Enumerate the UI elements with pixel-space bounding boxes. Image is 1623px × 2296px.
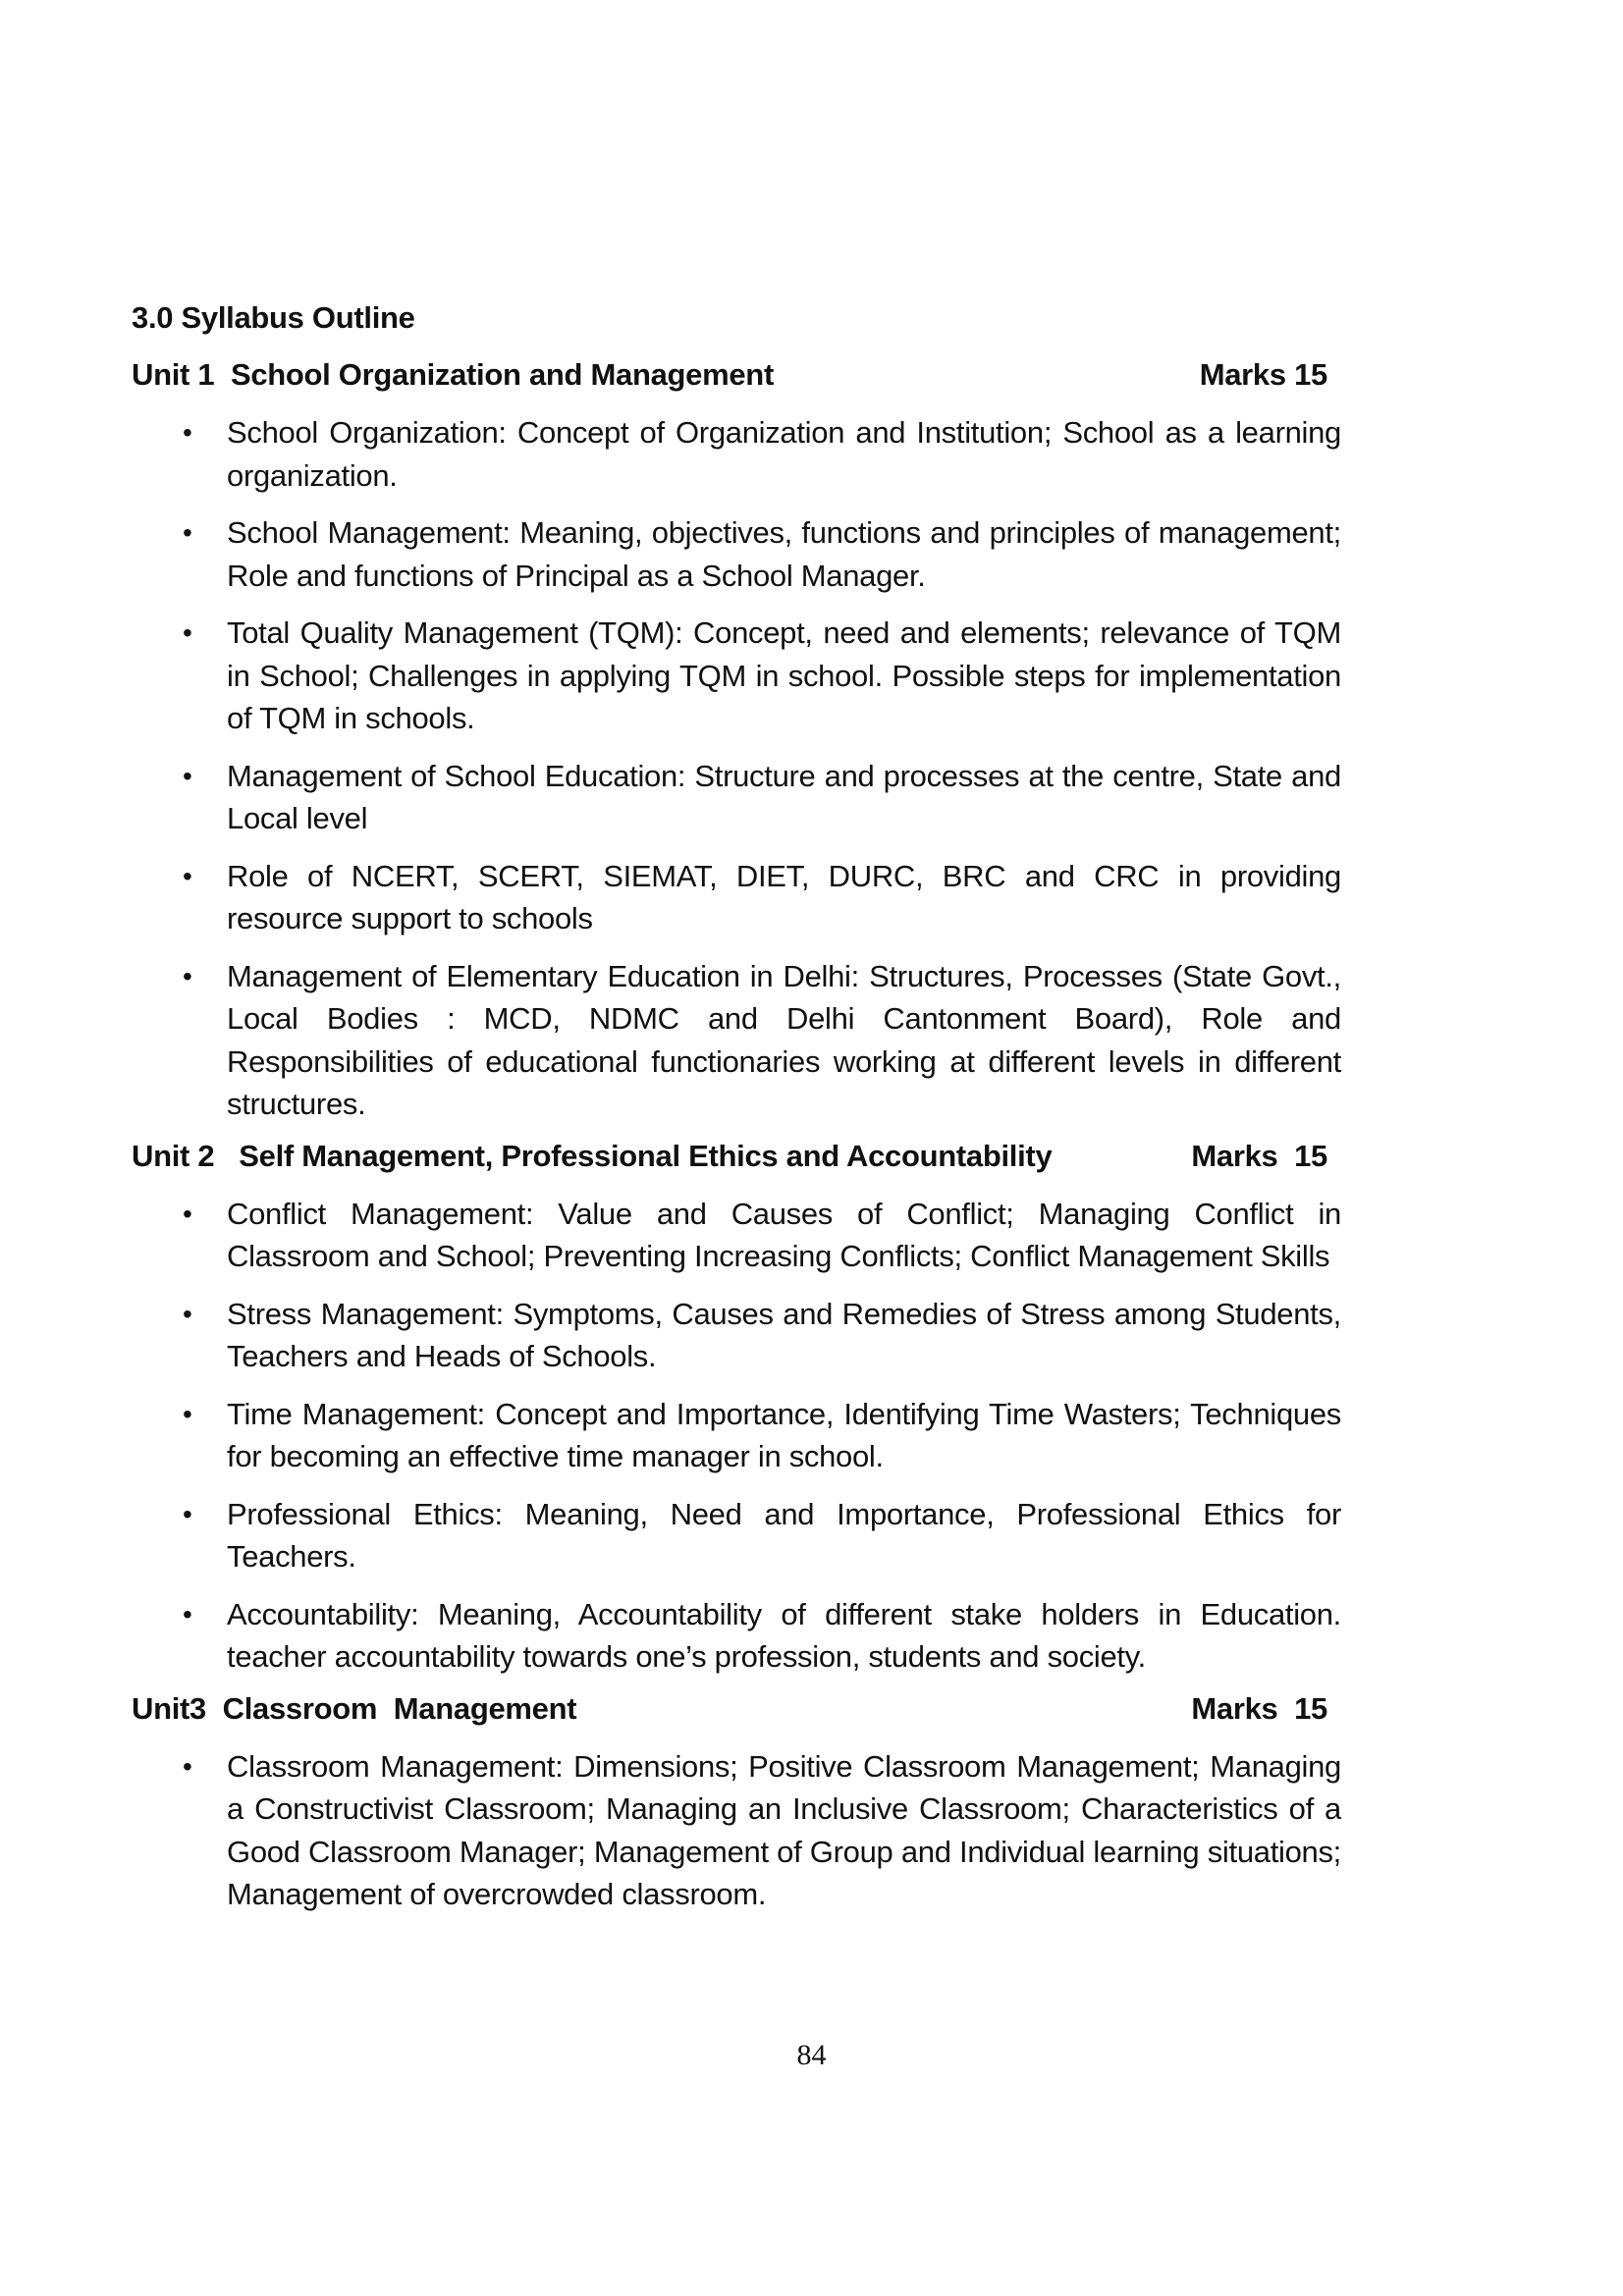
topic-text: Time Management: Concept and Importance, Identifying Time Wasters; Techniques for becoming an effective time manager in school. <box>227 1396 1341 1473</box>
section-title: 3.0 Syllabus Outline <box>132 300 415 335</box>
topic-text: Conflict Management: Value and Causes of Conflict; Managing Conflict in Classroom and School; Preventing Increasing Conflicts; Conflict Management Skills <box>227 1196 1341 1273</box>
bullet-icon: • <box>183 1750 192 1782</box>
topic-text: Professional Ethics: Meaning, Need and Importance, Professional Ethics for Teachers. <box>227 1496 1341 1574</box>
unit-title: Unit3 Classroom Management <box>132 1690 577 1726</box>
page-number: 84 <box>796 2039 827 2071</box>
bullet-icon: • <box>183 1298 192 1329</box>
list-item <box>132 855 1341 940</box>
unit-title: Unit 2 Self Management, Professional Ethics and Accountability <box>132 1138 1053 1173</box>
topic-text: Accountability: Meaning, Accountability of different stake holders in Education. teacher accountability towards one’s profession, students and society. <box>227 1596 1341 1674</box>
topic-text: School Management: Meaning, objectives, functions and principles of management; Role and functions of Principal as a School Manager. <box>227 515 1341 593</box>
bullet-icon: • <box>183 1598 192 1629</box>
list-item <box>132 411 1341 497</box>
bullet-icon: • <box>183 960 192 991</box>
bullet-icon: • <box>183 1498 192 1529</box>
list-item <box>132 1593 1341 1679</box>
bullet-icon: • <box>183 417 192 448</box>
topic-list <box>132 411 1341 1126</box>
list-item <box>132 955 1341 1126</box>
list-item <box>132 755 1341 840</box>
topic-text: Management of Elementary Education in Delhi: Structures, Processes (State Govt., Local Bodies : MCD, NDMC and Delhi Cantonment Board), Role and Responsibilities of educational functionaries working at different levels in different structures. <box>227 958 1341 1121</box>
bullet-icon: • <box>183 517 192 548</box>
unit-heading <box>132 1690 1341 1728</box>
unit-heading <box>132 1138 1341 1175</box>
unit-heading <box>132 356 1341 394</box>
list-item <box>132 1493 1341 1578</box>
list-item <box>132 1293 1341 1378</box>
topic-text: Stress Management: Symptoms, Causes and Remedies of Stress among Students, Teachers and Heads of Schools. <box>227 1296 1341 1373</box>
bullet-icon: • <box>183 1398 192 1429</box>
unit-marks: Marks 15 <box>1191 1690 1327 1726</box>
topic-text: Role of NCERT, SCERT, SIEMAT, DIET, DURC, BRC and CRC in providing resource support to schools <box>227 858 1341 935</box>
bullet-icon: • <box>183 860 192 891</box>
list-item <box>132 511 1341 597</box>
bullet-icon: • <box>183 617 192 648</box>
unit-title: Unit 1 School Organization and Management <box>132 357 774 392</box>
bullet-icon: • <box>183 760 192 791</box>
topic-list <box>132 1193 1341 1679</box>
list-item <box>132 1393 1341 1478</box>
list-item <box>132 1745 1341 1916</box>
list-item <box>132 612 1341 740</box>
list-item <box>132 1193 1341 1278</box>
unit-3 <box>132 1690 1341 1916</box>
topic-text: Classroom Management: Dimensions; Positive Classroom Management; Managing a Constructivist Classroom; Managing an Inclusive Classroom; Characteristics of a Good Classroom Manager; Management of Group and Individual learning situations; Management of overcrowded classroom. <box>227 1748 1341 1911</box>
unit-2 <box>132 1138 1341 1679</box>
unit-marks: Marks 15 <box>1191 1138 1327 1173</box>
bullet-icon: • <box>183 1198 192 1229</box>
document-page <box>132 299 1341 1932</box>
topic-text: Total Quality Management (TQM): Concept, need and elements; relevance of TQM in School; Challenges in applying TQM in school. Possible steps for implementation of TQM in schools. <box>227 615 1341 735</box>
topic-text: Management of School Education: Structure and processes at the centre, State and Local level <box>227 758 1341 835</box>
unit-1 <box>132 356 1341 1126</box>
topic-list <box>132 1745 1341 1916</box>
unit-marks: Marks 15 <box>1199 357 1327 392</box>
topic-text: School Organization: Concept of Organization and Institution; School as a learning organization. <box>227 415 1341 493</box>
